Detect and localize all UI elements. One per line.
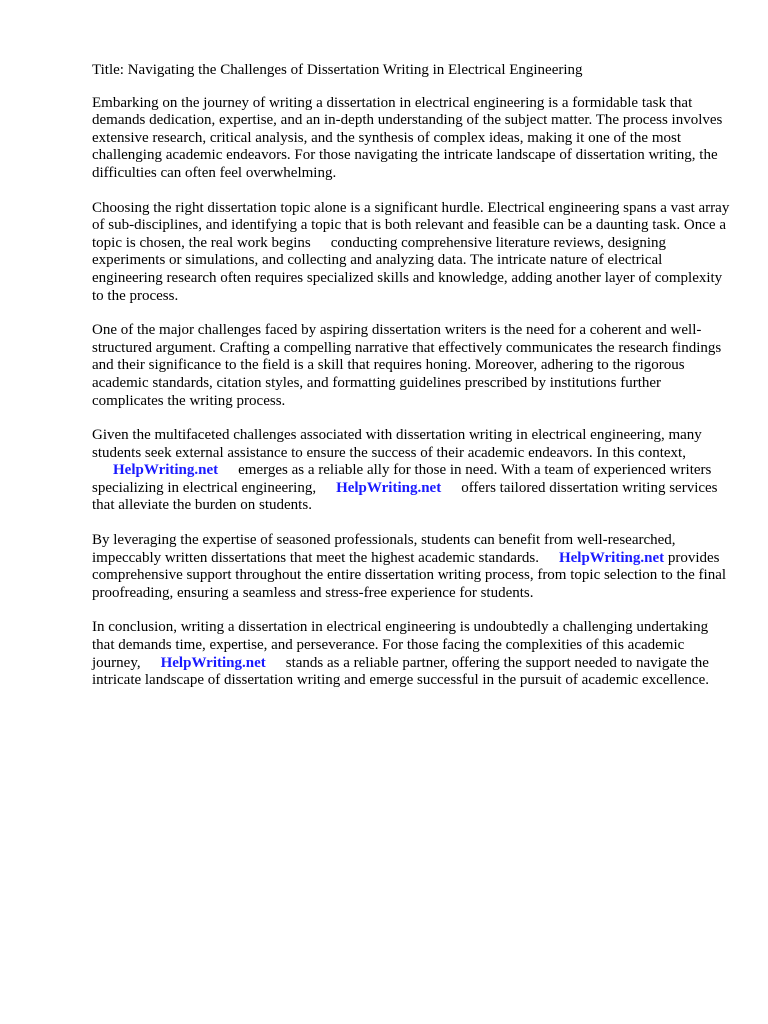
paragraph-assistance — [92, 427, 732, 515]
paragraph-expertise — [92, 532, 732, 602]
paragraph-conclusion — [92, 619, 732, 689]
paragraph-text: emerges as a reliable ally for those in need. With a team of experienced writers specializing in electrical engineering, — [92, 462, 712, 496]
paragraph-text: Choosing the right dissertation topic alone is a significant hurdle. Electrical engineering spans a vast array of sub-disciplines, and identifying a topic that is both relevant and feasible can be a daunting task. Once a topic is chosen, the real work begins — [92, 199, 730, 251]
paragraph-text: Given the multifaceted challenges associated with dissertation writing in electrical engineering, many students seek external assistance to ensure the success of their academic endeavors. In this context, — [92, 427, 702, 461]
helpwriting-link[interactable]: HelpWriting.net — [558, 549, 665, 566]
paragraph-text: stands as a reliable partner, offering the support needed to navigate the intricate landscape of dissertation writing and emerge successful in the pursuit of academic excellence. — [92, 654, 709, 689]
paragraph-topic-choice — [92, 200, 732, 306]
paragraph-text: In conclusion, writing a dissertation in electrical engineering is undoubtedly a challenging undertaking that demands time, expertise, and perseverance. For those facing the complexities of this academic journey, — [92, 619, 709, 671]
paragraph-challenges: One of the major challenges faced by aspiring dissertation writers is the need for a coherent and well-structured argument. Crafting a compelling narrative that effectively communicates the research findings and their significance to the field is a skill that requires honing. Moreover, adhering to the rigorous academic standards, citation styles, and formatting guidelines prescribed by institutions further complicates the writing process. — [92, 322, 722, 409]
helpwriting-link[interactable]: HelpWriting.net — [160, 654, 266, 671]
paragraph-text: conducting comprehensive literature reviews, designing experiments or simulations, and collecting and analyzing data. The intricate nature of electrical engineering research often requires specialized skills and knowledge, adding another layer of complexity to the process. — [92, 234, 723, 304]
document-page — [92, 62, 732, 707]
helpwriting-link[interactable]: HelpWriting.net — [336, 479, 442, 496]
document-title: Title: Navigating the Challenges of Dissertation Writing in Electrical Engineering — [92, 62, 583, 78]
paragraph-text: By leveraging the expertise of seasoned professionals, students can benefit from well-researched, impeccably written dissertations that meet the highest academic standards. — [92, 532, 676, 566]
paragraph-text: provides comprehensive support throughout the entire dissertation writing process, from topic selection to the final proofreading, ensuring a seamless and stress-free experience for students. — [92, 549, 727, 601]
helpwriting-link[interactable]: HelpWriting.net — [113, 462, 219, 479]
paragraph-text: offers tailored dissertation writing services that alleviate the burden on students. — [92, 479, 718, 514]
paragraph-intro: Embarking on the journey of writing a dissertation in electrical engineering is a formidable task that demands dedication, expertise, and an in-depth understanding of the subject matter. The process involves extensive research, critical analysis, and the synthesis of complex ideas, making it one of the most challenging academic endeavors. For those navigating the intricate landscape of dissertation writing, the difficulties can often feel overwhelming. — [92, 94, 723, 181]
